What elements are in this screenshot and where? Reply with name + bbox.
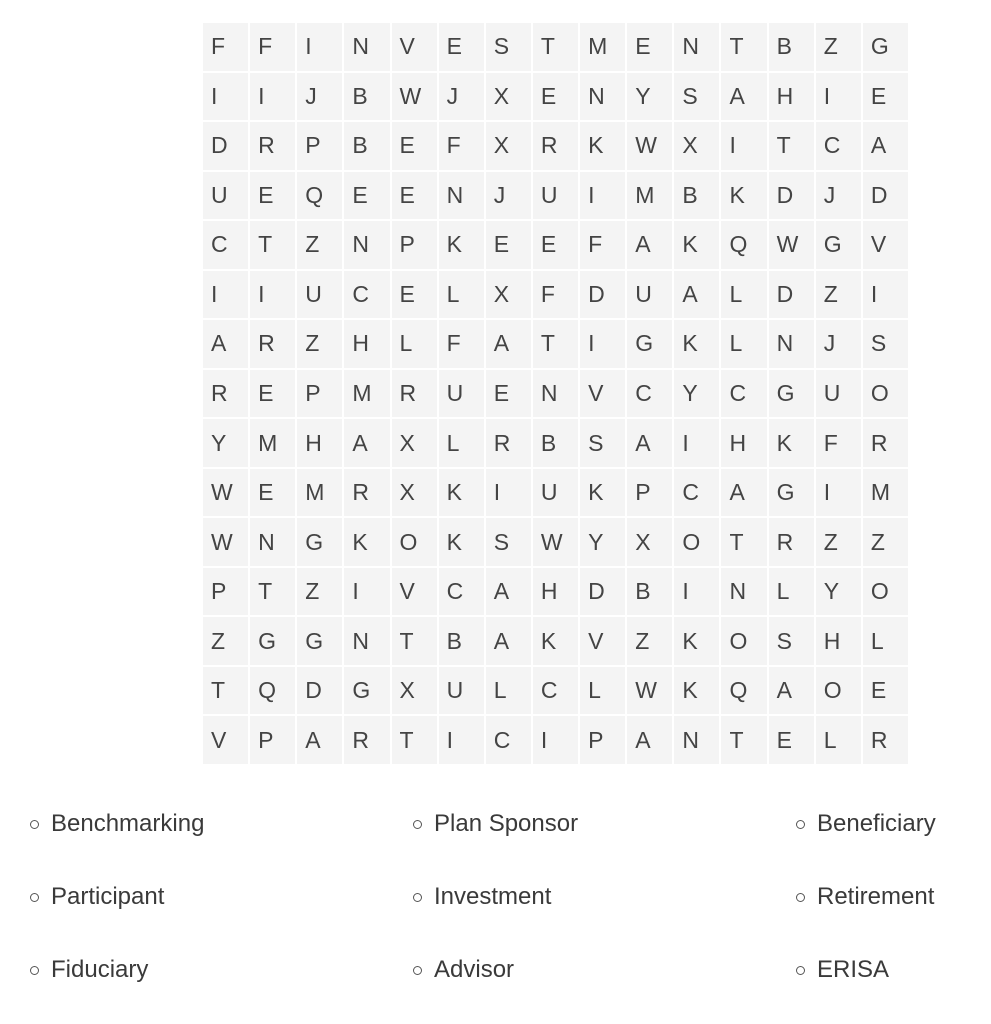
grid-cell[interactable]: C (533, 667, 578, 715)
word-item (796, 810, 936, 838)
grid-cell[interactable]: U (816, 370, 861, 418)
grid-cell[interactable]: S (769, 617, 814, 665)
word-label: Benchmarking (51, 810, 205, 837)
grid-cell[interactable]: H (297, 419, 342, 467)
grid-cell[interactable]: C (627, 370, 672, 418)
grid-cell[interactable]: J (816, 320, 861, 368)
grid-cell[interactable]: N (769, 320, 814, 368)
grid-cell[interactable]: B (533, 419, 578, 467)
grid-cell[interactable]: G (816, 221, 861, 269)
grid-cell[interactable]: R (203, 370, 248, 418)
grid-cell[interactable]: B (344, 122, 389, 170)
grid-cell[interactable]: E (486, 221, 531, 269)
grid-cell[interactable]: X (486, 73, 531, 121)
grid-cell[interactable]: K (344, 518, 389, 566)
grid-cell[interactable]: N (250, 518, 295, 566)
grid-cell[interactable]: I (203, 73, 248, 121)
grid-cell[interactable]: J (816, 172, 861, 220)
word-item (413, 883, 551, 911)
grid-cell[interactable]: Q (297, 172, 342, 220)
grid-cell[interactable]: A (486, 617, 531, 665)
grid-cell[interactable]: C (344, 271, 389, 319)
grid-cell[interactable]: V (580, 617, 625, 665)
grid-cell[interactable]: N (344, 221, 389, 269)
grid-cell[interactable]: T (203, 667, 248, 715)
grid-cell[interactable]: H (769, 73, 814, 121)
grid-cell[interactable]: M (297, 469, 342, 517)
grid-cell[interactable]: A (627, 716, 672, 764)
grid-cell[interactable]: T (721, 518, 766, 566)
grid-cell[interactable]: P (392, 221, 437, 269)
grid-cell[interactable]: G (297, 518, 342, 566)
grid-cell[interactable]: X (486, 271, 531, 319)
grid-cell[interactable]: N (721, 568, 766, 616)
grid-cell[interactable]: Q (250, 667, 295, 715)
grid-cell[interactable]: D (769, 172, 814, 220)
grid-cell[interactable]: R (250, 122, 295, 170)
grid-cell[interactable]: A (203, 320, 248, 368)
grid-cell[interactable]: Z (297, 320, 342, 368)
word-item (796, 956, 889, 984)
grid-cell[interactable]: K (674, 667, 719, 715)
grid-cell[interactable]: E (533, 221, 578, 269)
grid-cell[interactable]: T (392, 617, 437, 665)
grid-cell[interactable]: T (250, 221, 295, 269)
grid-cell[interactable]: D (863, 172, 908, 220)
grid-cell[interactable]: N (674, 716, 719, 764)
word-item (796, 883, 934, 911)
grid-cell[interactable]: A (721, 469, 766, 517)
grid-cell[interactable]: N (533, 370, 578, 418)
grid-cell[interactable]: I (439, 716, 484, 764)
grid-cell[interactable]: X (486, 122, 531, 170)
grid-cell[interactable]: E (250, 370, 295, 418)
grid-cell[interactable]: W (203, 469, 248, 517)
grid-cell[interactable]: I (297, 23, 342, 71)
grid-cell[interactable]: J (297, 73, 342, 121)
bullet-icon (796, 820, 805, 829)
grid-cell[interactable]: L (439, 419, 484, 467)
grid-cell[interactable]: J (486, 172, 531, 220)
grid-cell[interactable]: Y (580, 518, 625, 566)
grid-cell[interactable]: E (439, 23, 484, 71)
grid-cell[interactable]: E (863, 667, 908, 715)
grid-cell[interactable]: Q (721, 221, 766, 269)
grid-cell[interactable]: W (627, 122, 672, 170)
grid-cell[interactable]: T (721, 23, 766, 71)
word-item (30, 883, 164, 911)
grid-cell[interactable]: L (721, 320, 766, 368)
grid-cell[interactable]: H (533, 568, 578, 616)
grid-cell[interactable]: Z (816, 271, 861, 319)
grid-cell[interactable]: K (674, 617, 719, 665)
grid-cell[interactable]: R (392, 370, 437, 418)
grid-cell[interactable]: U (203, 172, 248, 220)
grid-cell[interactable]: E (863, 73, 908, 121)
grid-cell[interactable]: R (344, 469, 389, 517)
grid-cell[interactable]: G (297, 617, 342, 665)
grid-cell[interactable]: N (674, 23, 719, 71)
grid-cell[interactable]: A (674, 271, 719, 319)
grid-cell[interactable]: M (863, 469, 908, 517)
grid-cell[interactable]: Y (816, 568, 861, 616)
grid-cell[interactable]: T (392, 716, 437, 764)
grid-cell[interactable]: I (486, 469, 531, 517)
bullet-icon (30, 893, 39, 902)
grid-cell[interactable]: S (863, 320, 908, 368)
grid-cell[interactable]: W (533, 518, 578, 566)
grid-cell[interactable]: P (203, 568, 248, 616)
grid-cell[interactable]: D (203, 122, 248, 170)
grid-cell[interactable]: L (580, 667, 625, 715)
grid-cell[interactable]: B (344, 73, 389, 121)
grid-cell[interactable]: I (721, 122, 766, 170)
word-label: Investment (434, 883, 552, 910)
grid-cell[interactable]: N (344, 617, 389, 665)
grid-cell[interactable]: I (863, 271, 908, 319)
grid-cell[interactable]: M (250, 419, 295, 467)
grid-cell[interactable]: T (721, 716, 766, 764)
grid-cell[interactable]: R (863, 419, 908, 467)
grid-cell[interactable]: E (250, 469, 295, 517)
word-item (413, 810, 578, 838)
grid-cell[interactable]: D (580, 271, 625, 319)
grid-cell[interactable]: S (580, 419, 625, 467)
grid-cell[interactable]: O (674, 518, 719, 566)
grid-cell[interactable]: A (486, 320, 531, 368)
word-item (30, 810, 204, 838)
grid-cell[interactable]: F (580, 221, 625, 269)
grid-cell[interactable]: T (250, 568, 295, 616)
grid-cell[interactable]: M (580, 23, 625, 71)
grid-cell[interactable]: A (486, 568, 531, 616)
grid-cell[interactable]: I (674, 568, 719, 616)
grid-cell[interactable]: W (203, 518, 248, 566)
grid-cell[interactable]: X (674, 122, 719, 170)
grid-cell[interactable]: R (533, 122, 578, 170)
grid-cell[interactable]: T (533, 23, 578, 71)
word-label: ERISA (817, 956, 890, 983)
grid-cell[interactable]: G (769, 370, 814, 418)
grid-cell[interactable]: C (674, 469, 719, 517)
grid-cell[interactable]: V (863, 221, 908, 269)
grid-cell[interactable]: X (392, 419, 437, 467)
grid-cell[interactable]: K (533, 617, 578, 665)
grid-cell[interactable]: R (250, 320, 295, 368)
grid-cell[interactable]: E (392, 122, 437, 170)
grid-cell[interactable]: P (297, 370, 342, 418)
grid-cell[interactable]: F (250, 23, 295, 71)
grid-cell[interactable]: E (769, 716, 814, 764)
grid-cell[interactable]: F (203, 23, 248, 71)
grid-cell[interactable]: I (816, 73, 861, 121)
grid-cell[interactable]: I (533, 716, 578, 764)
grid-cell[interactable]: W (392, 73, 437, 121)
grid-cell[interactable]: U (297, 271, 342, 319)
grid-cell[interactable]: E (344, 172, 389, 220)
grid-cell[interactable]: O (816, 667, 861, 715)
grid-cell[interactable]: K (439, 469, 484, 517)
grid-cell[interactable]: E (627, 23, 672, 71)
grid-cell[interactable]: Z (627, 617, 672, 665)
grid-cell[interactable]: O (863, 370, 908, 418)
grid-cell[interactable]: N (580, 73, 625, 121)
bullet-icon (796, 893, 805, 902)
grid-cell[interactable]: D (297, 667, 342, 715)
grid-cell[interactable]: M (627, 172, 672, 220)
grid-cell[interactable]: V (392, 568, 437, 616)
grid-cell[interactable]: A (627, 221, 672, 269)
grid-cell[interactable]: I (674, 419, 719, 467)
grid-cell[interactable]: G (863, 23, 908, 71)
bullet-icon (413, 966, 422, 975)
grid-cell[interactable]: U (627, 271, 672, 319)
grid-cell[interactable]: R (344, 716, 389, 764)
grid-cell[interactable]: S (486, 23, 531, 71)
grid-cell[interactable]: F (816, 419, 861, 467)
grid-cell[interactable]: L (769, 568, 814, 616)
grid-cell[interactable]: E (486, 370, 531, 418)
grid-cell[interactable]: Z (297, 568, 342, 616)
grid-cell[interactable]: Y (203, 419, 248, 467)
grid-cell[interactable]: Z (816, 23, 861, 71)
grid-cell[interactable]: F (439, 122, 484, 170)
grid-cell[interactable]: H (721, 419, 766, 467)
grid-cell[interactable]: K (439, 518, 484, 566)
grid-cell[interactable]: O (721, 617, 766, 665)
grid-cell[interactable]: C (203, 221, 248, 269)
grid-cell[interactable]: S (674, 73, 719, 121)
grid-cell[interactable]: A (344, 419, 389, 467)
grid-cell[interactable]: X (392, 667, 437, 715)
grid-cell[interactable]: A (297, 716, 342, 764)
grid-cell[interactable]: W (627, 667, 672, 715)
grid-cell[interactable]: F (439, 320, 484, 368)
word-label: Participant (51, 883, 165, 910)
grid-cell[interactable]: K (580, 122, 625, 170)
grid-cell[interactable]: E (533, 73, 578, 121)
grid-cell[interactable]: S (486, 518, 531, 566)
grid-cell[interactable]: N (344, 23, 389, 71)
grid-cell[interactable]: Z (863, 518, 908, 566)
grid-cell[interactable]: J (439, 73, 484, 121)
grid-cell[interactable]: K (769, 419, 814, 467)
grid-cell[interactable]: G (250, 617, 295, 665)
word-label: Fiduciary (51, 956, 149, 983)
grid-cell[interactable]: I (580, 320, 625, 368)
grid-cell[interactable]: K (674, 320, 719, 368)
grid-cell[interactable]: U (533, 469, 578, 517)
grid-cell[interactable]: Z (297, 221, 342, 269)
grid-cell[interactable]: K (721, 172, 766, 220)
grid-cell[interactable]: W (769, 221, 814, 269)
bullet-icon (413, 893, 422, 902)
grid-cell[interactable]: D (769, 271, 814, 319)
word-label: Plan Sponsor (434, 810, 579, 837)
grid-cell[interactable]: Z (203, 617, 248, 665)
grid-cell[interactable]: A (627, 419, 672, 467)
grid-cell[interactable]: L (439, 271, 484, 319)
grid-cell[interactable]: X (392, 469, 437, 517)
grid-cell[interactable]: C (486, 716, 531, 764)
grid-cell[interactable]: P (580, 716, 625, 764)
grid-cell[interactable]: K (439, 221, 484, 269)
grid-cell[interactable]: I (816, 469, 861, 517)
grid-cell[interactable]: Z (816, 518, 861, 566)
grid-cell[interactable]: O (863, 568, 908, 616)
grid-cell[interactable]: L (392, 320, 437, 368)
grid-cell[interactable]: V (392, 23, 437, 71)
grid-cell[interactable]: G (627, 320, 672, 368)
word-search-grid (203, 23, 908, 764)
grid-cell[interactable]: D (580, 568, 625, 616)
grid-cell[interactable]: B (627, 568, 672, 616)
grid-cell[interactable]: I (344, 568, 389, 616)
grid-cell[interactable]: E (392, 172, 437, 220)
grid-cell[interactable]: C (439, 568, 484, 616)
grid-cell[interactable]: T (769, 122, 814, 170)
grid-cell[interactable]: E (250, 172, 295, 220)
grid-cell[interactable]: V (580, 370, 625, 418)
grid-cell[interactable]: M (344, 370, 389, 418)
grid-cell[interactable]: P (627, 469, 672, 517)
grid-cell[interactable]: I (250, 73, 295, 121)
grid-cell[interactable]: O (392, 518, 437, 566)
bullet-icon (30, 820, 39, 829)
grid-cell[interactable]: X (627, 518, 672, 566)
grid-cell[interactable]: T (533, 320, 578, 368)
grid-cell[interactable]: U (439, 370, 484, 418)
bullet-icon (30, 966, 39, 975)
grid-cell[interactable]: F (533, 271, 578, 319)
grid-cell[interactable]: L (816, 716, 861, 764)
word-label: Beneficiary (817, 810, 936, 837)
grid-cell[interactable]: E (392, 271, 437, 319)
grid-cell[interactable]: V (203, 716, 248, 764)
grid-cell[interactable]: A (721, 73, 766, 121)
grid-cell[interactable]: P (250, 716, 295, 764)
grid-cell[interactable]: U (533, 172, 578, 220)
grid-cell[interactable]: U (439, 667, 484, 715)
grid-cell[interactable]: K (674, 221, 719, 269)
grid-cell[interactable]: L (721, 271, 766, 319)
grid-cell[interactable]: A (769, 667, 814, 715)
grid-cell[interactable]: L (486, 667, 531, 715)
grid-cell[interactable]: C (721, 370, 766, 418)
grid-cell[interactable]: Q (721, 667, 766, 715)
grid-cell[interactable]: I (580, 172, 625, 220)
word-label: Retirement (817, 883, 935, 910)
bullet-icon (796, 966, 805, 975)
grid-cell[interactable]: Y (674, 370, 719, 418)
grid-cell[interactable]: R (863, 716, 908, 764)
word-item (30, 956, 148, 984)
grid-cell[interactable]: G (344, 667, 389, 715)
word-label: Advisor (434, 956, 515, 983)
bullet-icon (413, 820, 422, 829)
grid-cell[interactable]: Y (627, 73, 672, 121)
grid-cell[interactable]: B (439, 617, 484, 665)
grid-cell[interactable]: R (769, 518, 814, 566)
grid-cell[interactable]: H (816, 617, 861, 665)
grid-cell[interactable]: I (250, 271, 295, 319)
grid-cell[interactable]: P (297, 122, 342, 170)
grid-cell[interactable]: A (863, 122, 908, 170)
grid-cell[interactable]: C (816, 122, 861, 170)
word-item (413, 956, 514, 984)
word-list (0, 788, 991, 1008)
grid-cell[interactable]: G (769, 469, 814, 517)
grid-cell[interactable]: R (486, 419, 531, 467)
grid-cell[interactable]: H (344, 320, 389, 368)
grid-cell[interactable]: I (203, 271, 248, 319)
grid-cell[interactable]: L (863, 617, 908, 665)
grid-cell[interactable]: K (580, 469, 625, 517)
grid-cell[interactable]: B (769, 23, 814, 71)
grid-cell[interactable]: N (439, 172, 484, 220)
grid-cell[interactable]: B (674, 172, 719, 220)
